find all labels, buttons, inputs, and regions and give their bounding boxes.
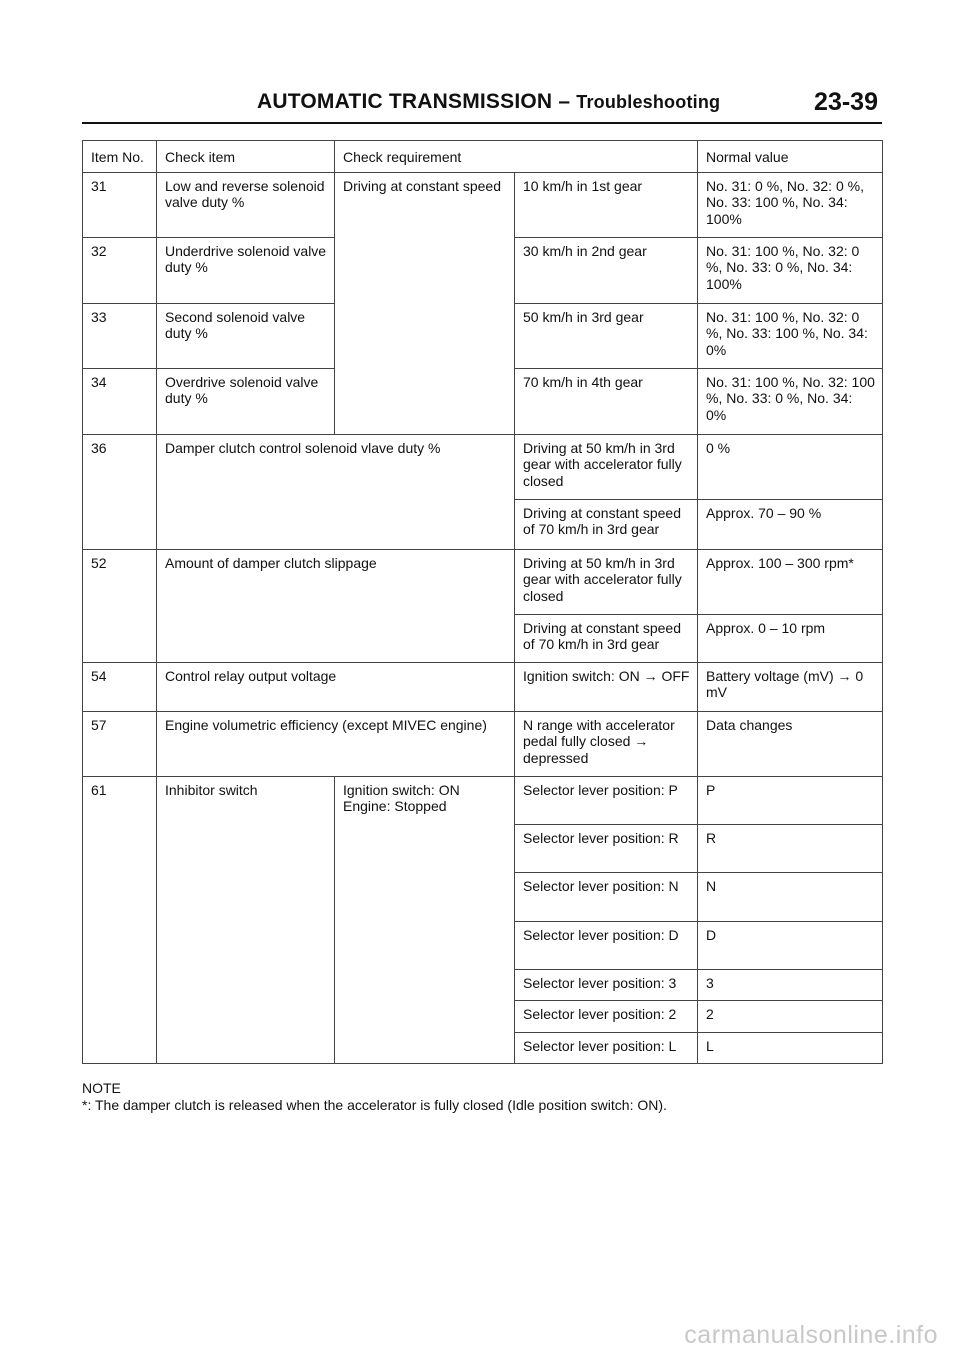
condition: N range with accelerator pedal fully closed → depressed <box>515 711 698 776</box>
check-item: Low and reverse solenoid valve duty % <box>157 172 335 237</box>
item-no: 54 <box>83 662 157 711</box>
table-row <box>83 549 883 614</box>
condition: Selector lever position: L <box>515 1032 698 1063</box>
table-row <box>83 711 883 776</box>
item-no: 36 <box>83 434 157 549</box>
check-item: Amount of damper clutch slippage <box>157 549 515 662</box>
title-separator: – <box>552 90 577 113</box>
condition: Selector lever position: R <box>515 824 698 872</box>
normal-value: Approx. 0 – 10 rpm <box>698 614 883 662</box>
item-no: 31 <box>83 172 157 237</box>
condition: Driving at constant speed of 70 km/h in 3rd gear <box>515 499 698 549</box>
condition: 10 km/h in 1st gear <box>515 172 698 237</box>
header-check-requirement: Check requirement <box>335 141 698 173</box>
table-header-row <box>83 141 883 173</box>
condition: 30 km/h in 2nd gear <box>515 237 698 303</box>
item-no: 61 <box>83 776 157 1063</box>
header-rule <box>82 122 882 124</box>
title-main: AUTOMATIC TRANSMISSION <box>257 90 553 113</box>
condition: 50 km/h in 3rd gear <box>515 303 698 368</box>
title-sub: Troubleshooting <box>576 92 721 112</box>
table-row <box>83 172 883 237</box>
condition: Selector lever position: 2 <box>515 1000 698 1032</box>
condition: Ignition switch: ON → OFF <box>515 662 698 711</box>
check-item: Control relay output voltage <box>157 662 515 711</box>
item-no: 57 <box>83 711 157 776</box>
check-item: Underdrive solenoid valve duty % <box>157 237 335 303</box>
header-normal-value: Normal value <box>698 141 883 173</box>
normal-value: N <box>698 872 883 921</box>
header-check-item: Check item <box>157 141 335 173</box>
check-item: Engine volumetric efficiency (except MIVEC engine) <box>157 711 515 776</box>
normal-value: L <box>698 1032 883 1063</box>
note-heading: NOTE <box>82 1080 121 1096</box>
normal-value: D <box>698 921 883 969</box>
table-row <box>83 662 883 711</box>
condition: Selector lever position: P <box>515 776 698 824</box>
normal-value: Battery voltage (mV) → 0 mV <box>698 662 883 711</box>
requirement-engine: Engine: Stopped <box>343 798 447 814</box>
normal-value: No. 31: 100 %, No. 32: 0 %, No. 33: 100 %, No. 34: 0% <box>698 303 883 368</box>
condition: Driving at 50 km/h in 3rd gear with accelerator fully closed <box>515 549 698 614</box>
normal-value: No. 31: 0 %, No. 32: 0 %, No. 33: 100 %, No. 34: 100% <box>698 172 883 237</box>
normal-value: No. 31: 100 %, No. 32: 100 %, No. 33: 0 %, No. 34: 0% <box>698 368 883 434</box>
normal-value: P <box>698 776 883 824</box>
normal-value: 2 <box>698 1000 883 1032</box>
normal-value: Data changes <box>698 711 883 776</box>
header-item-no: Item No. <box>83 141 157 173</box>
normal-value: Approx. 100 – 300 rpm* <box>698 549 883 614</box>
site-watermark: carmanualsonline.info <box>684 1321 938 1349</box>
page-number: 23-39 <box>814 88 878 116</box>
check-item: Overdrive solenoid valve duty % <box>157 368 335 434</box>
normal-value: 0 % <box>698 434 883 499</box>
note-text: *: The damper clutch is released when the accelerator is fully closed (Idle position switch: ON). <box>82 1097 667 1113</box>
item-no: 33 <box>83 303 157 368</box>
normal-value: Approx. 70 – 90 % <box>698 499 883 549</box>
check-requirement <box>335 776 515 1063</box>
page-header <box>82 88 882 122</box>
item-no: 34 <box>83 368 157 434</box>
condition: Driving at constant speed of 70 km/h in 3rd gear <box>515 614 698 662</box>
page-title <box>257 90 720 114</box>
check-item: Inhibitor switch <box>157 776 335 1063</box>
condition: 70 km/h in 4th gear <box>515 368 698 434</box>
item-no: 52 <box>83 549 157 662</box>
condition: Selector lever position: N <box>515 872 698 921</box>
condition: Driving at 50 km/h in 3rd gear with accelerator fully closed <box>515 434 698 499</box>
normal-value: R <box>698 824 883 872</box>
spec-table <box>82 140 883 1064</box>
note-section <box>82 1080 902 1114</box>
check-requirement: Driving at constant speed <box>335 172 515 434</box>
requirement-ignition: Ignition switch: ON <box>343 781 460 798</box>
check-item: Damper clutch control solenoid vlave duty % <box>157 434 515 549</box>
condition: Selector lever position: 3 <box>515 969 698 1000</box>
item-no: 32 <box>83 237 157 303</box>
condition: Selector lever position: D <box>515 921 698 969</box>
table-row <box>83 434 883 499</box>
normal-value: 3 <box>698 969 883 1000</box>
normal-value: No. 31: 100 %, No. 32: 0 %, No. 33: 0 %, No. 34: 100% <box>698 237 883 303</box>
check-item: Second solenoid valve duty % <box>157 303 335 368</box>
table-row <box>83 776 883 824</box>
